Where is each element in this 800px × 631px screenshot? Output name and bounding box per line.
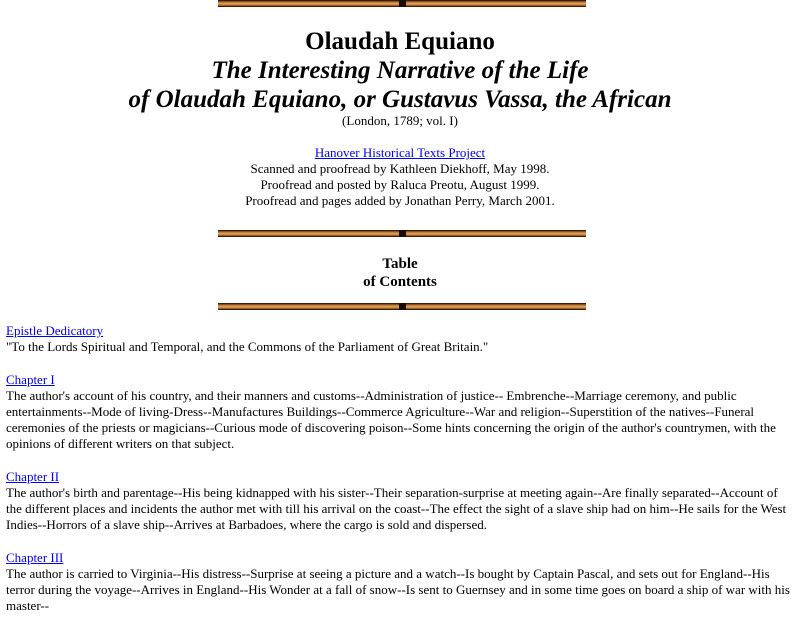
- rule-knot-icon: [399, 0, 406, 7]
- credit-line: Proofread and pages added by Jonathan Perry, March 2001.: [245, 193, 555, 208]
- edition-info: (London, 1789; vol. I): [342, 113, 458, 128]
- decorative-rule-middle: [218, 230, 586, 237]
- chapter-description: The author's account of his country, and their manners and customs--Administration of justice-- Embrenche--Marriage ceremony, and public entertainments--Mode of living-Dress--Manufactures Buildings--Commerce Agriculture--War and religion--Superstition of the natives--Funeral ceremonies of the priests or magicians--Curious mode of discovering poison--Some hints concerning the origin of the author's countrymen, with the opinions of different writers on that subject.: [6, 388, 776, 451]
- author-name: Olaudah Equiano: [305, 28, 495, 55]
- rule-knot-icon: [399, 230, 406, 237]
- list-item: [6, 469, 796, 533]
- chapter-description: "To the Lords Spiritual and Temporal, and the Commons of the Parliament of Great Britain.": [6, 339, 489, 354]
- book-title-line-1: The Interesting Narrative of the Life: [211, 57, 589, 84]
- toc-heading-line-2: of Contents: [363, 274, 437, 290]
- project-link[interactable]: Hanover Historical Texts Project: [314, 145, 486, 160]
- toc-heading-line-1: Table: [382, 256, 418, 272]
- chapter-link-epistle[interactable]: Epistle Dedicatory: [6, 323, 104, 338]
- rule-knot-icon: [399, 303, 406, 310]
- credits-block: [0, 145, 800, 209]
- chapter-link-1[interactable]: Chapter I: [6, 372, 55, 387]
- list-item: [6, 323, 796, 355]
- list-item: [6, 372, 796, 452]
- chapter-description: The author is carried to Virginia--His distress--Surprise at seeing a picture and a watch--Is bought by Captain Pascal, and sets out for England--His terror during the voyage--Arrives in England--His Wonder at a fall of snow--Is sent to Guernsey and in some time goes on board a ship of war with his master--: [6, 566, 790, 613]
- credit-line: Scanned and proofread by Kathleen Diekhoff, May 1998.: [250, 161, 550, 176]
- toc-heading: [0, 255, 800, 291]
- decorative-rule-top: [218, 0, 586, 7]
- book-title-line-2: of Olaudah Equiano, or Gustavus Vassa, the African: [128, 86, 672, 113]
- chapter-list: [6, 323, 796, 631]
- chapter-link-2[interactable]: Chapter II: [6, 469, 60, 484]
- list-item: [6, 550, 796, 614]
- decorative-rule-lower: [218, 303, 586, 310]
- chapter-link-3[interactable]: Chapter III: [6, 550, 64, 565]
- credit-line: Proofread and posted by Raluca Preotu, August 1999.: [260, 177, 540, 192]
- chapter-description: The author's birth and parentage--His being kidnapped with his sister--Their separation-surprise at meeting again--Are finally separated--Account of the different places and incidents the author met with till his arrival on the coast--The effect the sight of a slave ship had on him--He sails for the West Indies--Horrors of a slave ship--Arrives at Barbadoes, where the cargo is sold and dispersed.: [6, 485, 787, 532]
